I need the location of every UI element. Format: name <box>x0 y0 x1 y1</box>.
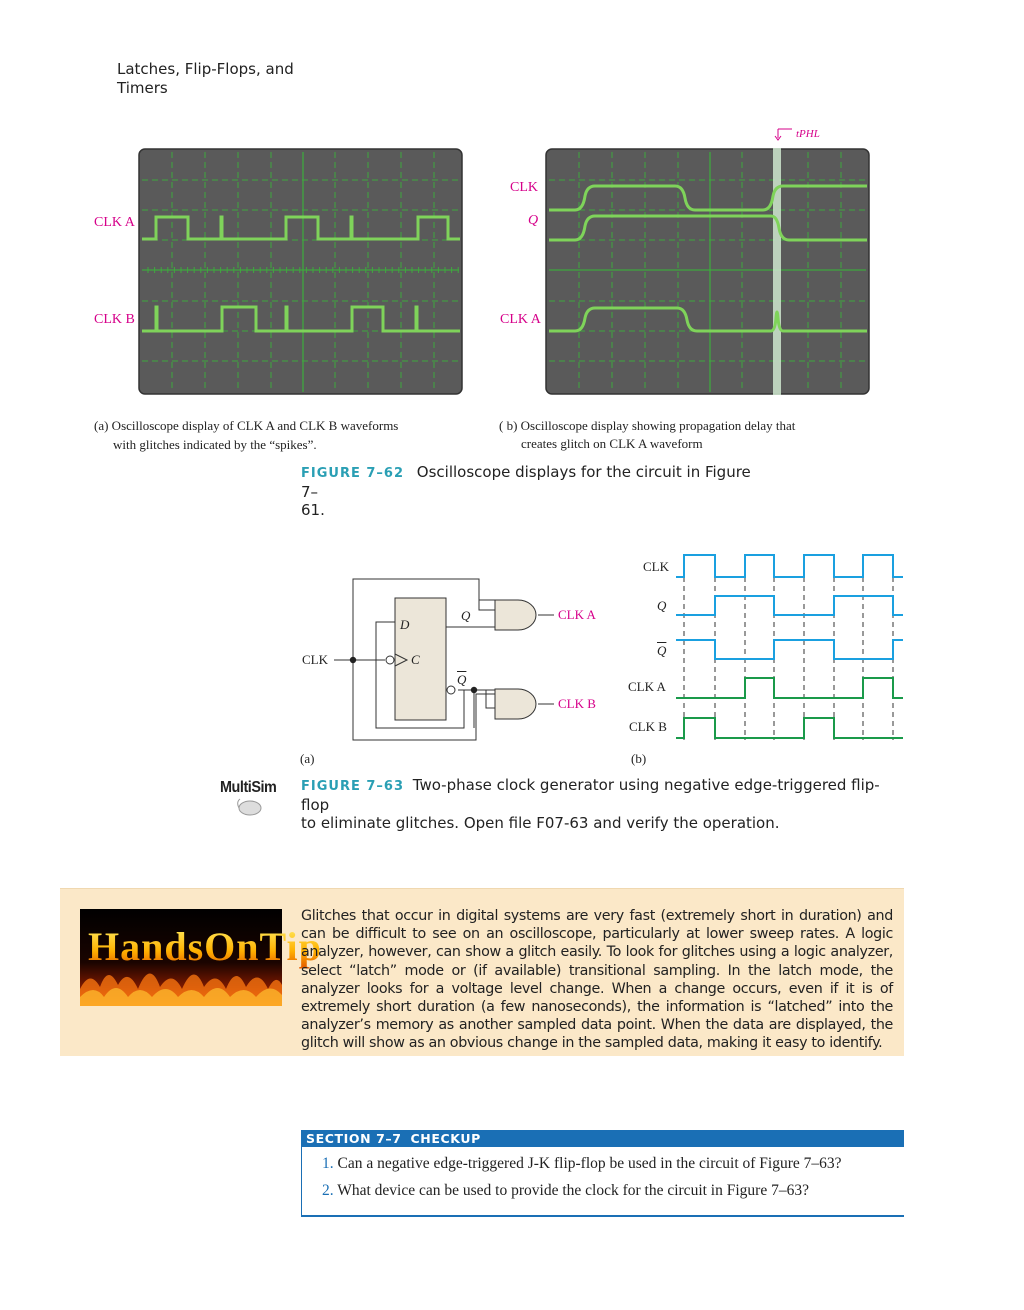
hands-on-tip-logo <box>80 909 322 1006</box>
checkup-title: CHECKUP <box>410 1131 481 1146</box>
question-number: 1. <box>322 1155 334 1172</box>
checkup-header <box>301 1130 904 1147</box>
figure-title-cont: 61. <box>301 501 325 519</box>
scope-a-label-clk-a: CLK A <box>94 215 135 230</box>
timing-qbar-label: $\overline{Q}$ <box>657 643 667 658</box>
timing-clk-label: CLK <box>643 559 669 574</box>
figure-title-cont: to eliminate glitches. Open file F07-63 and verify the operation. <box>301 814 780 832</box>
circuit-part-label: (a) <box>300 751 315 766</box>
caption-b-line1: ( b) Oscilloscope display showing propagation delay that <box>499 418 796 433</box>
timing-part-label: (b) <box>631 751 647 766</box>
timing-clk-a-label: CLK A <box>628 679 666 694</box>
question-number: 2. <box>322 1182 334 1199</box>
question-text: Can a negative edge-triggered J-K flip-flop be used in the circuit of Figure 7–63? <box>337 1155 842 1172</box>
scope-b-label-clk-a: CLK A <box>500 312 541 327</box>
timing-q-label: Q <box>657 598 667 613</box>
checkup-section-number: SECTION 7–7 <box>306 1131 402 1146</box>
circuit-clk-b-label: CLK B <box>558 696 596 711</box>
figure-title: Two-phase clock generator using negative edge-triggered flip-flop <box>301 776 880 814</box>
figure-7-63-caption <box>301 776 901 832</box>
checkup-question-1 <box>322 1155 842 1173</box>
scope-b-label-clk: CLK <box>510 180 538 195</box>
question-text: What device can be used to provide the clock for the circuit in Figure 7–63? <box>337 1182 809 1199</box>
circuit-q-label: Q <box>461 608 471 623</box>
oscilloscope-display-b <box>545 148 871 396</box>
figure-number: FIGURE 7–62 <box>301 466 404 481</box>
caption-a-line1: (a) Oscilloscope display of CLK A and CLK B waveforms <box>94 418 399 433</box>
circuit-clk-a-label: CLK A <box>558 607 596 622</box>
circuit-d-label: D <box>400 617 410 632</box>
caption-b-line2: creates glitch on CLK A waveform <box>521 436 703 451</box>
circuit-c-label: C <box>411 652 420 667</box>
tphl-label: tPHL <box>796 128 820 140</box>
hands-on-tip-logo-text: HandsOnTip <box>88 924 322 969</box>
scope-b-label-q: Q <box>528 213 539 228</box>
mouse-icon <box>234 796 264 818</box>
timing-diagram <box>676 552 906 744</box>
tip-body-text: Glitches that occur in digital systems are very fast (extremely short in duration) and can be difficult to see on an oscilloscope, particularly at lower sweep rates. A logic analyzer, however, can show a glitch easily. To look for glitches using a logic analyzer, select “latch” mode or (if available) transitional sampling. In the latch mode, the analyzer looks for a voltage level change. When a change occurs, even if it is of extremely short duration (a few nanoseconds), the information is “latched” into the analyzer’s memory as another sampled data point. When the data are displayed, the glitch will show as an obvious change in the sampled data, making it easy to identify. <box>301 908 893 1052</box>
flip-flop-circuit-diagram <box>296 570 616 750</box>
caption-a-line2: with glitches indicated by the “spikes”. <box>113 437 317 452</box>
figure-number: FIGURE 7–63 <box>301 779 404 794</box>
running-head: Latches, Flip-Flops, and Timers <box>117 60 294 97</box>
tphl-marker-icon <box>772 126 796 146</box>
scope-a-label-clk-b: CLK B <box>94 312 135 327</box>
figure-7-62-caption <box>301 463 771 519</box>
oscilloscope-display-a <box>138 148 464 396</box>
timing-clk-b-label: CLK B <box>629 719 667 734</box>
circuit-qbar-label: $\overline{Q}$ <box>457 672 467 687</box>
multisim-logo: MultiSim <box>220 779 277 796</box>
circuit-clk-label: CLK <box>302 652 328 667</box>
figure-title: Oscilloscope displays for the circuit in Figure 7– <box>301 463 751 501</box>
checkup-question-2 <box>322 1182 809 1200</box>
